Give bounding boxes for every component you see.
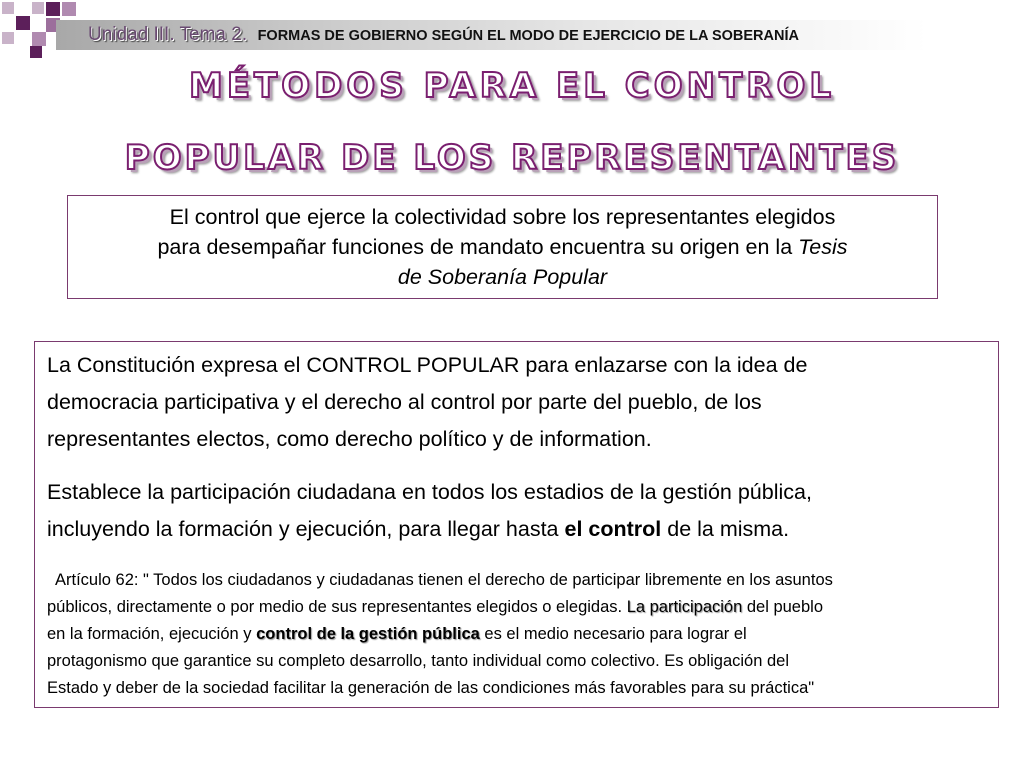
p1-line-3: representantes electos, como derecho político y de information.: [47, 427, 652, 451]
article-line-2: [47, 598, 823, 617]
p1-line-2: democracia participativa y el derecho al control por parte del pueblo, de los: [47, 390, 762, 414]
intro-line-2-text: para desempañar funciones de mandato encuentra su origen en la: [157, 235, 799, 259]
p1-line-1: La Constitución expresa el CONTROL POPULAR para enlazarse con la idea de: [47, 353, 808, 377]
decor-square-7: [32, 32, 46, 46]
slide-title-line-2: POPULAR DE LOS REPRESENTANTES: [124, 138, 900, 178]
article-line-3-a: en la formación, ejecución y: [47, 625, 257, 643]
p2-line-2-a: incluyendo la formación y ejecución, para llegar hasta: [47, 517, 565, 541]
intro-line-2-italic: Tesis: [798, 235, 848, 259]
decor-square-5: [62, 2, 76, 16]
article-line-2-b: del pueblo: [742, 598, 824, 616]
article-line-2-shadow: La participación: [626, 598, 743, 616]
p2-line-2: [47, 517, 789, 542]
intro-line-1: El control que ejerce la colectividad sobre los representantes elegidos: [169, 205, 836, 229]
article-line-4: protagonismo que garantice su completo desarrollo, tanto individual como colectivo. Es obligación del: [47, 652, 790, 670]
decor-square-6: [2, 32, 14, 44]
article-line-3: [47, 625, 747, 644]
article-line-3-b: es el medio necesario para lograr el: [479, 625, 747, 643]
article-line-1: Artículo 62: " Todos los ciudadanos y ciudadanas tienen el derecho de participar libremente en los asuntos: [55, 571, 833, 589]
header: [88, 24, 799, 47]
topic-label: FORMAS DE GOBIERNO SEGÚN EL MODO DE EJERCICIO DE LA SOBERANÍA: [257, 28, 799, 44]
decor-square-2: [2, 2, 14, 14]
decor-square-4: [46, 2, 60, 16]
main-box: [34, 341, 999, 708]
unit-label: Unidad III. Tema 2.: [88, 24, 248, 45]
intro-box: [67, 195, 938, 299]
p2-line-2-bold: el control: [564, 517, 662, 541]
article-line-2-a: públicos, directamente o por medio de sus representantes elegidos o elegidas.: [47, 598, 627, 616]
slide-title-line-1: MÉTODOS PARA EL CONTROL: [188, 66, 836, 106]
intro-line-2: [68, 232, 937, 262]
article-line-3-bold: control de la gestión pública: [256, 625, 480, 643]
decor-square-9: [30, 46, 42, 58]
p2-line-2-b: de la misma.: [661, 517, 790, 541]
p2-line-1: Establece la participación ciudadana en todos los estadios de la gestión pública,: [47, 480, 812, 504]
intro-line-3: de Soberanía Popular: [397, 265, 608, 289]
decor-square-3: [32, 2, 44, 14]
decor-square-1: [16, 16, 30, 30]
article-line-5: Estado y deber de la sociedad facilitar la generación de las condiciones más favorables para su práctica": [47, 679, 815, 697]
